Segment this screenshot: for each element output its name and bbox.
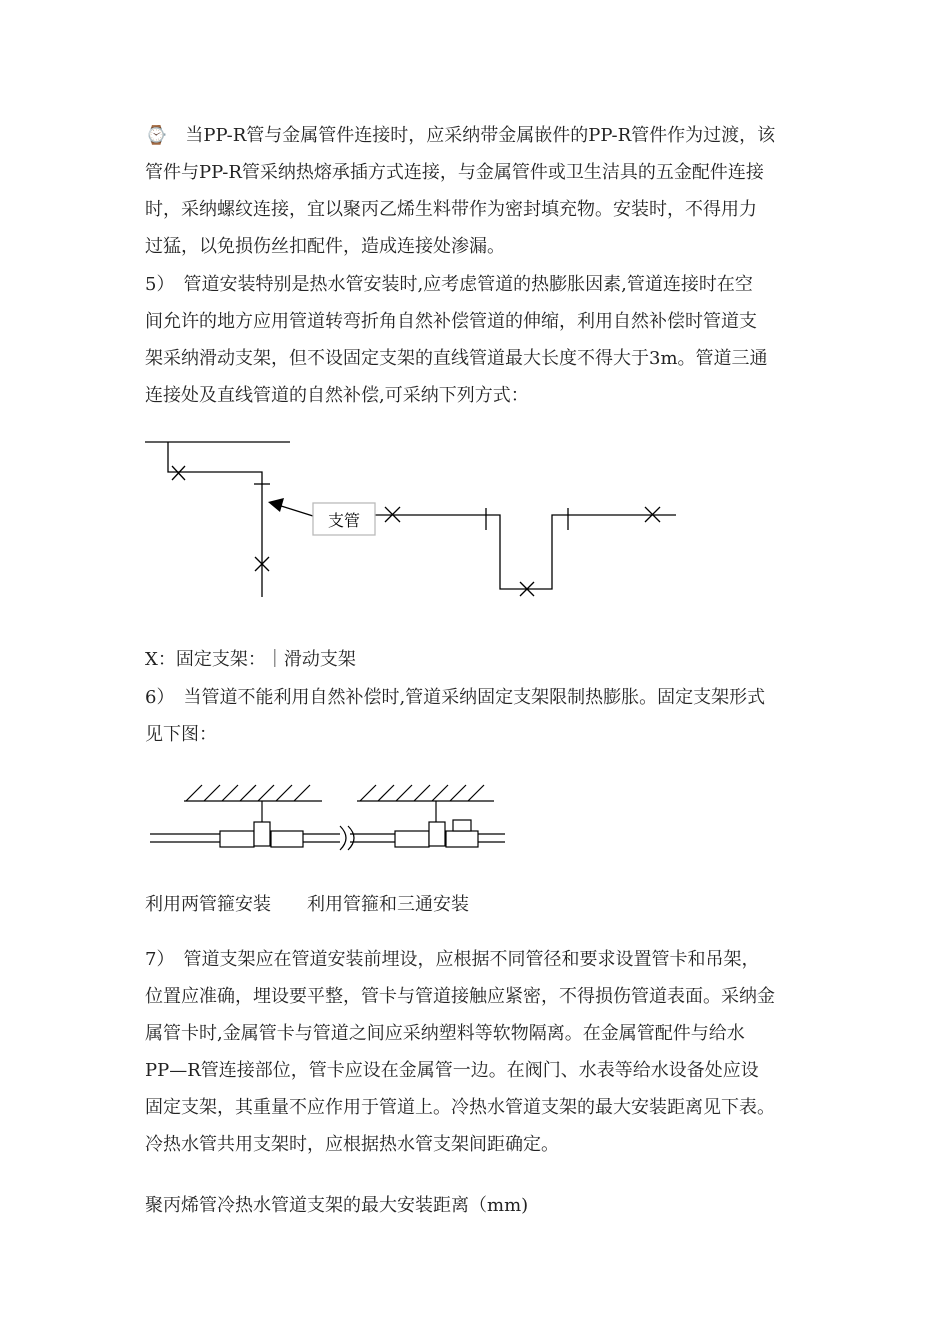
fixed-support-svg [0,770,950,860]
paragraph-line: 时，采纳螺纹连接，宜以聚丙乙烯生料带作为密封填充物。安装时，不得用力 [145,199,757,220]
legend-text: X：固定支架：｜滑动支架 [145,649,356,670]
clamp-block [429,822,445,846]
fixed-support-diagram [0,770,950,860]
callout-label: 支管 [327,513,361,530]
paragraph-line: 属管卡时,金属管卡与管道之间应采纳塑料等软物隔离。在金属管配件与给水 [145,1023,745,1044]
paragraph-line: 位置应准确，埋设要平整，管卡与管道接触应紧密，不得损伤管道表面。采纳金 [145,986,775,1007]
paragraph-line: 架采纳滑动支架，但不设固定支架的直线管道最大长度不得大于3m。管道三通 [145,348,768,369]
paragraph-line: ⌚ 当PP-R管与金属管件连接时，应采纳带金属嵌件的PP-R管件作为过渡，该 [145,125,776,146]
paragraph-line: 5） 管道安装特别是热水管安装时,应考虑管道的热膨胀因素,管道连接时在空 [145,274,753,295]
pipe-diagram-svg [0,430,950,610]
paragraph-line: 见下图： [145,724,217,745]
caption-two-couplings: 利用两管箍安装 [145,894,271,915]
paragraph-line: 固定支架，其重量不应作用于管道上。冷热水管道支架的最大安装距离见下表。 [145,1097,775,1118]
u-loop-pipe [375,515,676,589]
arrow-head [268,498,284,512]
paragraph-line: 连接处及直线管道的自然补偿,可采纳下列方式： [145,385,529,406]
natural-compensation-diagram [0,430,950,610]
paragraph-line: 间允许的地方应用管道转弯折角自然补偿管道的伸缩，利用自然补偿时管道支 [145,311,757,332]
paragraph-line: PP—R管连接部位，管卡应设在金属管一边。在阀门、水表等给水设备处应设 [145,1060,759,1081]
callout-arrow-line [278,505,313,516]
paragraph-line: 6） 当管道不能利用自然补偿时,管道采纳固定支架限制热膨胀。固定支架形式 [145,687,766,708]
break-symbol [340,826,346,850]
table-title: 聚丙烯管冷热水管道支架的最大安装距离（mm) [145,1195,529,1216]
tee-branch [453,820,471,831]
branch-pipe [168,442,262,597]
pipe-coupling [395,831,429,847]
paragraph-line: 过猛，以免损伤丝扣配件，造成连接处渗漏。 [145,236,505,257]
paragraph-line: 管件与PP-R管采纳热熔承插方式连接，与金属管件或卫生洁具的五金配件连接 [145,162,764,183]
paragraph-line: 冷热水管共用支架时，应根据热水管支架间距确定。 [145,1134,559,1155]
break-symbol [348,826,354,850]
tee-fitting [446,831,478,847]
paragraph-line: 7） 管道支架应在管道安装前埋设，应根据不同管径和要求设置管卡和吊架， [145,949,760,970]
pipe-coupling [220,831,254,847]
ceiling-hatch [186,785,484,801]
caption-coupling-tee: 利用管箍和三通安装 [307,894,469,915]
pipe-coupling [271,831,303,847]
clamp-block [254,822,270,846]
